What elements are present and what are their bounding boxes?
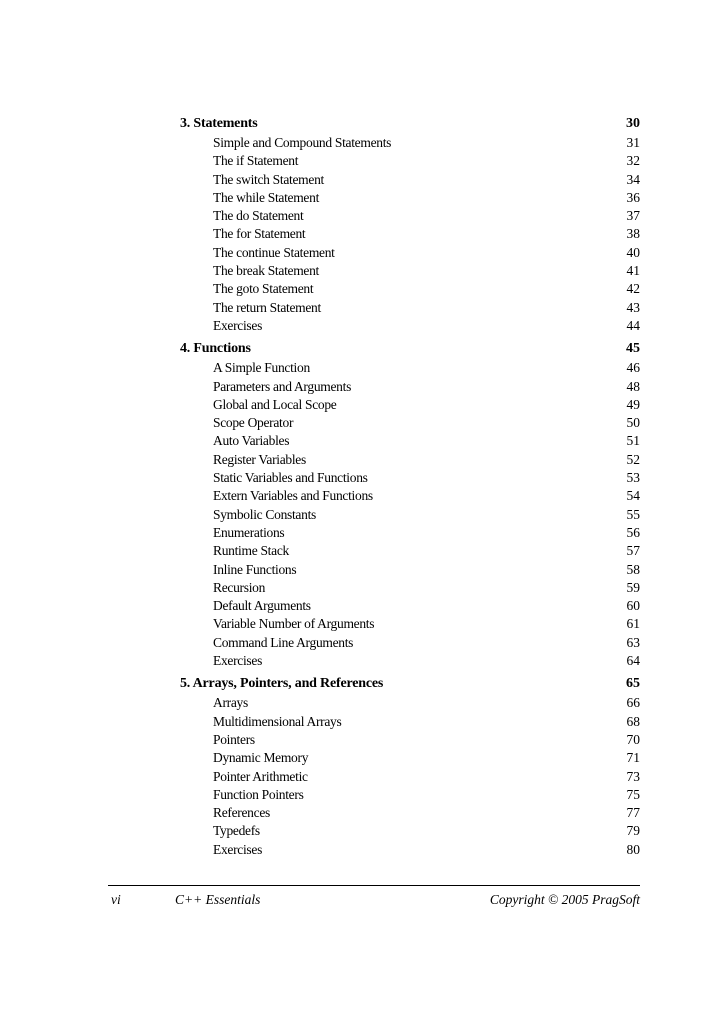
- section-page-number: 40: [626, 244, 640, 260]
- toc-entry[interactable]: [180, 488, 640, 506]
- toc-entry[interactable]: [180, 787, 640, 805]
- section-page-number: 36: [626, 189, 640, 205]
- toc-entry[interactable]: [180, 732, 640, 750]
- section-page-number: 52: [626, 451, 640, 467]
- toc-entry[interactable]: [180, 470, 640, 488]
- toc-entry[interactable]: [180, 281, 640, 299]
- section-page-number: 54: [626, 488, 640, 504]
- toc-entry[interactable]: [180, 580, 640, 598]
- section-page-number: 70: [626, 731, 640, 747]
- toc-entry[interactable]: [180, 318, 640, 336]
- section-title: Pointers: [213, 731, 255, 747]
- footer-book-title: C++ Essentials: [175, 892, 261, 907]
- toc-entry[interactable]: [180, 360, 640, 378]
- section-page-number: 64: [626, 653, 640, 669]
- chapter-heading[interactable]: [180, 341, 640, 360]
- toc-chapter: [180, 341, 640, 671]
- section-page-number: 61: [626, 616, 640, 632]
- toc-entry[interactable]: [180, 190, 640, 208]
- toc-entry[interactable]: [180, 452, 640, 470]
- table-of-contents: [180, 116, 640, 865]
- section-title: Recursion: [213, 579, 266, 595]
- chapter-heading[interactable]: [180, 116, 640, 135]
- section-page-number: 60: [626, 598, 640, 614]
- toc-entry[interactable]: [180, 750, 640, 768]
- toc-entry[interactable]: [180, 379, 640, 397]
- toc-entry[interactable]: [180, 714, 640, 732]
- section-title: Multidimensional Arrays: [213, 713, 342, 729]
- section-page-number: 32: [626, 153, 640, 169]
- toc-entry[interactable]: [180, 226, 640, 244]
- toc-entry[interactable]: [180, 562, 640, 580]
- footer-page-number: vi: [111, 892, 121, 907]
- section-title: Arrays: [213, 695, 248, 711]
- section-title: Function Pointers: [213, 786, 304, 802]
- page-footer: [108, 892, 640, 910]
- toc-entry[interactable]: [180, 263, 640, 281]
- section-title: Enumerations: [213, 524, 285, 540]
- section-title: Simple and Compound Statements: [213, 135, 392, 150]
- toc-entry[interactable]: [180, 653, 640, 671]
- section-title: The break Statement: [213, 263, 320, 279]
- section-title: Scope Operator: [213, 415, 294, 431]
- toc-entry[interactable]: [180, 172, 640, 190]
- section-page-number: 71: [626, 750, 640, 766]
- toc-chapter: [180, 676, 640, 860]
- section-page-number: 43: [626, 299, 640, 315]
- toc-chapter: [180, 116, 640, 336]
- section-title: Pointer Arithmetic: [213, 768, 308, 784]
- section-title: Global and Local Scope: [213, 396, 337, 412]
- section-title: Command Line Arguments: [213, 634, 354, 650]
- section-title: Auto Variables: [213, 433, 290, 449]
- chapter-page-number: 30: [626, 116, 640, 131]
- section-page-number: 37: [626, 208, 640, 224]
- section-title: The do Statement: [213, 208, 304, 224]
- section-page-number: 53: [626, 470, 640, 486]
- section-page-number: 31: [626, 135, 640, 150]
- section-title: Default Arguments: [213, 598, 311, 614]
- section-page-number: 38: [626, 226, 640, 242]
- section-title: Parameters and Arguments: [213, 378, 352, 394]
- chapter-page-number: 45: [626, 341, 640, 357]
- toc-entry[interactable]: [180, 153, 640, 171]
- chapter-heading[interactable]: [180, 676, 640, 695]
- section-title: Exercises: [213, 653, 263, 669]
- section-page-number: 55: [626, 506, 640, 522]
- toc-entry[interactable]: [180, 842, 640, 860]
- section-title: Exercises: [213, 317, 263, 333]
- section-title: The continue Statement: [213, 244, 335, 260]
- section-page-number: 46: [626, 360, 640, 376]
- section-title: Dynamic Memory: [213, 750, 309, 766]
- toc-entry[interactable]: [180, 525, 640, 543]
- chapter-page-number: 65: [626, 676, 640, 692]
- chapter-title: 3. Statements: [180, 116, 258, 131]
- toc-entry[interactable]: [180, 135, 640, 153]
- section-title: Symbolic Constants: [213, 506, 316, 522]
- section-page-number: 51: [626, 433, 640, 449]
- section-title: The while Statement: [213, 189, 320, 205]
- section-page-number: 59: [626, 579, 640, 595]
- toc-entry[interactable]: [180, 635, 640, 653]
- section-title: Inline Functions: [213, 561, 297, 577]
- section-title: The if Statement: [213, 153, 299, 169]
- section-title: Extern Variables and Functions: [213, 488, 373, 504]
- section-title: The goto Statement: [213, 281, 314, 297]
- toc-entry[interactable]: [180, 823, 640, 841]
- chapter-title: 5. Arrays, Pointers, and References: [180, 676, 384, 692]
- toc-entry[interactable]: [180, 598, 640, 616]
- toc-entry[interactable]: [180, 769, 640, 787]
- section-title: Variable Number of Arguments: [213, 616, 375, 632]
- section-title: The for Statement: [213, 226, 306, 242]
- footer-copyright: Copyright © 2005 PragSoft: [489, 892, 640, 907]
- section-page-number: 41: [626, 263, 640, 279]
- toc-entry[interactable]: [180, 397, 640, 415]
- section-title: Exercises: [213, 841, 263, 857]
- section-title: Typedefs: [213, 823, 260, 839]
- section-title: References: [213, 805, 270, 821]
- toc-entry[interactable]: [180, 543, 640, 561]
- section-page-number: 75: [626, 786, 640, 802]
- toc-entry[interactable]: [180, 300, 640, 318]
- section-page-number: 50: [626, 415, 640, 431]
- toc-entry[interactable]: [180, 415, 640, 433]
- section-page-number: 68: [626, 713, 640, 729]
- chapter-title: 4. Functions: [180, 341, 251, 357]
- toc-entry[interactable]: [180, 507, 640, 525]
- section-page-number: 79: [626, 823, 640, 839]
- footer-divider: [108, 885, 640, 886]
- section-page-number: 80: [626, 841, 640, 857]
- section-page-number: 44: [626, 317, 640, 333]
- section-title: Static Variables and Functions: [213, 470, 368, 486]
- section-page-number: 49: [626, 396, 640, 412]
- section-page-number: 73: [626, 768, 640, 784]
- section-title: Runtime Stack: [213, 543, 289, 559]
- section-title: The switch Statement: [213, 171, 324, 187]
- section-title: Register Variables: [213, 451, 306, 467]
- toc-entry[interactable]: [180, 433, 640, 451]
- toc-entry[interactable]: [180, 616, 640, 634]
- section-page-number: 56: [626, 524, 640, 540]
- section-page-number: 57: [626, 543, 640, 559]
- toc-entry[interactable]: [180, 805, 640, 823]
- section-page-number: 42: [626, 281, 640, 297]
- toc-entry[interactable]: [180, 208, 640, 226]
- section-title: A Simple Function: [213, 360, 310, 376]
- section-page-number: 48: [626, 378, 640, 394]
- section-page-number: 77: [626, 805, 640, 821]
- toc-entry[interactable]: [180, 245, 640, 263]
- section-page-number: 58: [626, 561, 640, 577]
- section-page-number: 34: [626, 171, 640, 187]
- section-page-number: 66: [626, 695, 640, 711]
- section-title: The return Statement: [213, 299, 321, 315]
- toc-entry[interactable]: [180, 695, 640, 713]
- section-page-number: 63: [626, 634, 640, 650]
